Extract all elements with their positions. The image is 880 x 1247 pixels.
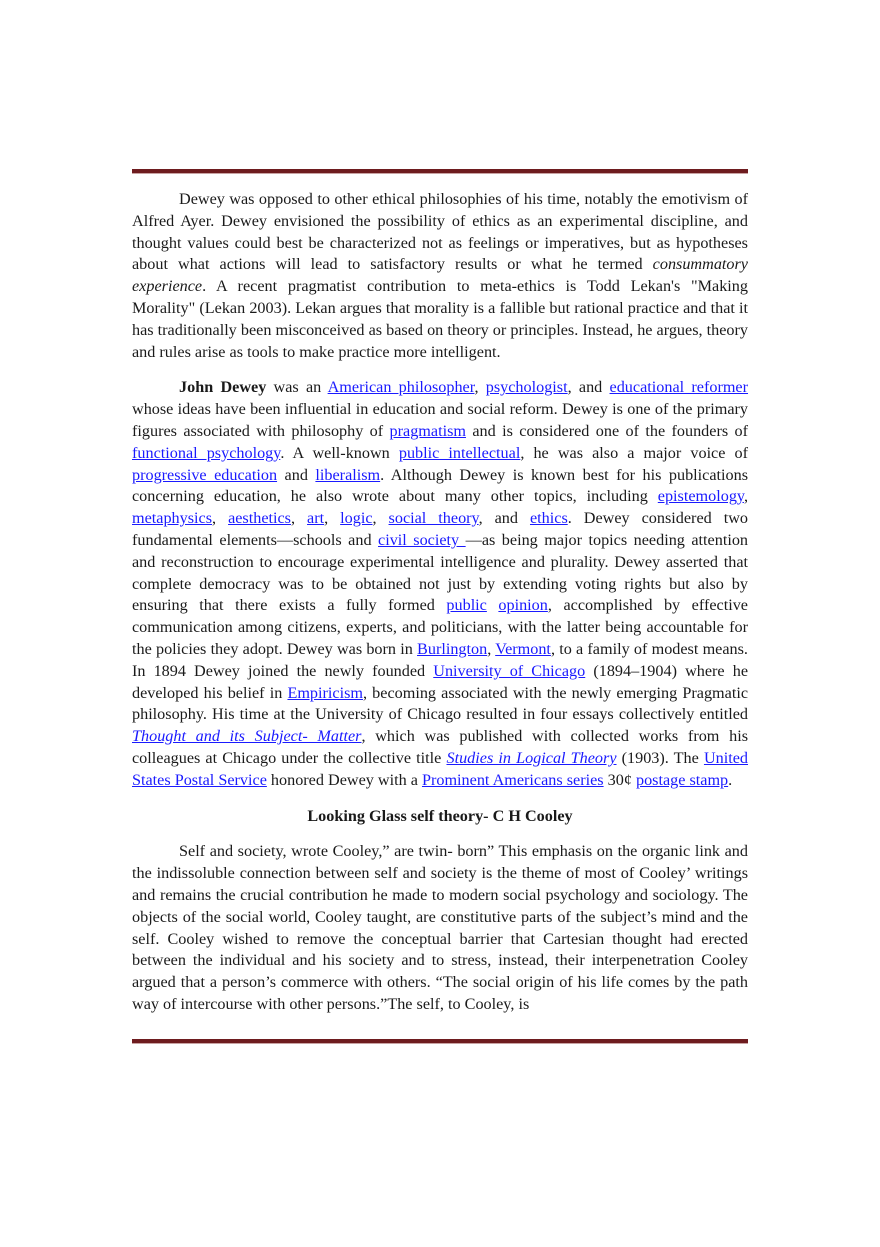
text: . Although Dewey is known best for his publications concerning education, he also wrote about many other topics, including [132,465,749,506]
text: , [324,509,341,528]
text: honored Dewey with a [266,770,422,789]
hyperlink[interactable]: University of Chicago [433,661,586,680]
hyperlink[interactable]: Thought and its Subject- Matter [132,727,362,746]
text: , he was also a major voice of [520,443,749,462]
text: 30¢ [603,770,636,789]
hyperlink[interactable]: psychologist [485,378,568,397]
text: , [487,639,496,658]
italic-text: consummatory experience [132,255,748,296]
text: , which was published with collected works from his colleagues at Chicago under the collective title [132,727,749,767]
hyperlink[interactable]: United States Postal Service [132,748,749,789]
hyperlink[interactable]: postage stamp [635,770,729,789]
hyperlink[interactable]: metaphysics [132,509,213,528]
bottom-divider-rule [132,1039,748,1044]
text: and [277,465,316,484]
text: Self and society, wrote Cooley,” are twin- born” This emphasis on the organic link and the indissoluble connection between self and society is the theme of most of Cooley’ writings and remains the crucial contribution he made to modern social psychology and sociology. The objects of the social world, Cooley taught, are constitutive parts of the subject’s mind and the self. Cooley wished to remove the conceptual barrier that Cartesian thought had erected between the individual and his society and to stress, instead, their interpenetration Cooley argued that a person’s commerce with others. “The social origin of his life comes by the path way of intercourse with other persons.”The self, to Cooley, is [132,842,748,1013]
text: , to a family of modest means. In 1894 Dewey joined the newly founded [132,639,748,680]
text: . A well-known [280,443,399,462]
text: . [728,770,733,789]
hyperlink[interactable]: Vermont [495,639,551,658]
hyperlink[interactable]: functional psychology [132,443,281,462]
hyperlink[interactable]: epistemology [657,487,744,506]
hyperlink[interactable]: Studies in Logical Theory [446,748,617,767]
hyperlink[interactable]: Prominent Americans series [421,770,604,789]
hyperlink[interactable]: opinion [498,596,548,615]
text: was an [266,378,328,397]
hyperlink[interactable]: art [307,509,325,528]
text: , accomplished by effective communication among citizens, experts, and politicians, with the latter being accountable for the policies they adopt. Dewey was born in [132,596,748,658]
hyperlink[interactable]: Burlington [417,639,488,658]
text: Looking Glass self theory- C H Cooley [307,806,573,825]
text: (1903). The [616,748,704,767]
text: , [743,487,748,506]
hyperlink[interactable]: public intellectual [398,443,521,462]
hyperlink[interactable]: educational reformer [609,378,749,397]
hyperlink[interactable]: American philosopher [327,378,475,397]
text: , [474,378,486,397]
text: and is considered one of the founders of [465,421,748,440]
bold-text: John Dewey [179,378,267,397]
top-divider-rule [132,169,748,174]
page-content [132,189,748,1016]
hyperlink[interactable]: progressive education [132,465,278,484]
text: , [372,509,389,528]
text [487,596,499,614]
text: , [212,509,229,528]
text: , and [478,509,530,528]
text: . A recent pragmatist contribution to meta-ethics is Todd Lekan's "Making Morality" (Lekan 2003). Lekan argues that morality is a fallible but rational practice and that it has traditionally been misconceived as based on theory or principles. Instead, he argues, theory and rules arise as tools to make practice more intelligent. [132,277,748,361]
paragraph [132,841,748,1015]
hyperlink[interactable]: public [446,596,487,615]
text: (1894–1904) where he developed his belief in [132,661,749,702]
hyperlink[interactable]: logic [340,509,373,528]
hyperlink[interactable]: social theory [388,509,479,528]
text: , becoming associated with the newly emerging Pragmatic philosophy. His time at the University of Chicago resulted in four essays collectively entitled [132,683,748,724]
text: —as being major topics needing attention and reconstruction to encourage experimental intelligence and plurality. Dewey asserted that complete democracy was to be obtained not just by extending voting rights but also by ensuring that there exists a fully formed [132,530,749,615]
text: whose ideas have been influential in education and social reform. Dewey is one of the primary figures associated with philosophy of [132,400,748,440]
hyperlink[interactable]: pragmatism [389,421,466,440]
text: , [291,509,308,528]
paragraph [132,189,748,363]
text: Dewey was opposed to other ethical philosophies of his time, notably the emotivism of Alfred Ayer. Dewey envisioned the possibility of ethics as an experimental discipline, and thought values could best be characterized not as feelings or imperatives, but as hypotheses about what actions will lead to satisfactory results or what he termed [132,190,748,274]
hyperlink[interactable]: ethics [529,509,568,528]
text: , and [567,378,610,397]
hyperlink[interactable]: aesthetics [228,509,291,528]
text: . Dewey considered two fundamental elements—schools and [132,509,748,549]
hyperlink[interactable]: Empiricism [287,683,363,702]
section-heading [132,806,748,828]
hyperlink[interactable]: civil society [378,530,466,549]
paragraph [132,377,748,791]
hyperlink[interactable]: liberalism [315,465,381,484]
